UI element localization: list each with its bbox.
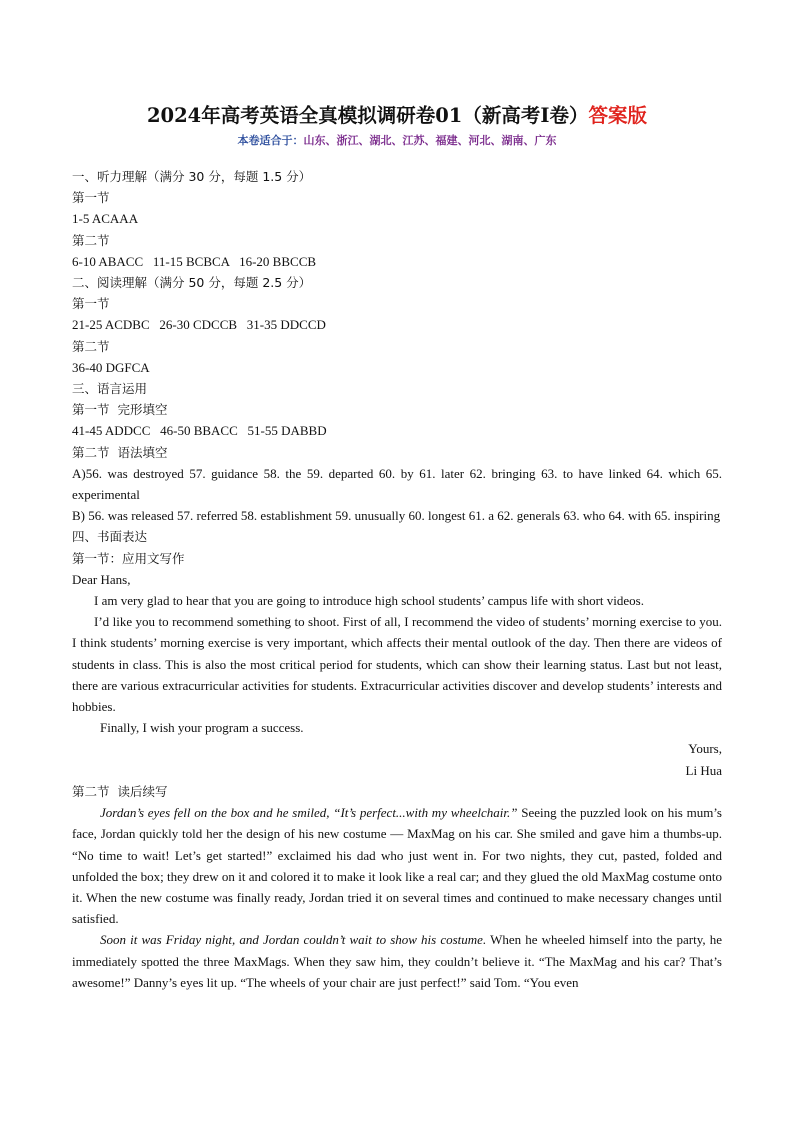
reading-part1-answers: 21-25 ACDBC 26-30 CDCCB 31-35 DDCCD <box>72 317 326 333</box>
listening-part1-label: 第一节 <box>72 190 110 206</box>
continuation-paragraph-1 <box>72 802 722 929</box>
letter-signature: Li Hua <box>685 762 722 778</box>
regions-label: 本卷适合于： <box>237 134 304 147</box>
section-heading-writing: 四、书面表达 <box>72 529 148 545</box>
section-heading-reading: 二、阅读理解（满分 50 分，每题 2.5 分） <box>72 275 312 291</box>
section-heading-listening: 一、听力理解（满分 30 分，每题 1.5 分） <box>72 169 312 184</box>
listening-part2-answers: 6-10 ABACC 11-15 BCBCA 16-20 BBCCB <box>72 253 317 269</box>
listening-part1-answers: 1-5 ACAAA <box>72 211 139 227</box>
title-main: 2024年高考英语全真模拟调研卷01（新高考I卷） <box>146 104 589 127</box>
continuation-paragraph-2 <box>72 929 722 993</box>
continuation-p2-text: When he wheeled himself into the party, he immediately spotted the three MaxMags. When they saw him, they couldn’t believe it. “The MaxMag and his car? That’s awesome!” Danny’s eyes lit up. “The wheels of your chair are just perfect!” said Tom. “You even <box>72 932 723 990</box>
answer-sheet-page <box>72 100 722 993</box>
listening-part2-label: 第二节 <box>72 232 110 248</box>
continuation-p1-text: Seeing the puzzled look on his mum’s face, Jordan quickly told her the design of his new costume — MaxMag on his car. She smiled and gave him a thumbs-up. “No time to wait! Let’s get started!” exclaimed his dad who just went in. For two nights, they cut, pasted, folded and unfolded the box; they drew on it and colored it to make it look like a real car; and they glued the old MaxMag costume onto it. When the new costume was finally ready, Jordan tried it on several times and continued to make necessary changes until satisfied. <box>72 805 722 927</box>
practical-writing-label: 第一节：应用文写作 <box>72 550 185 566</box>
letter-paragraph-2: I’d like you to recommend something to shoot. First of all, I recommend the video of students’ morning exercise to you. I think students’ morning exercise is very important, which affects their mental outlook of the day. Then there are videos of students in class. This is also the most critical period for students, which can show their learning status. Last but not least, there are various extracurricular activities for students. Extracurricular activities discover and develop students’ interests and hobbies. <box>72 614 722 715</box>
answer-body <box>72 166 722 993</box>
grammar-answers-a: A)56. was destroyed 57. guidance 58. the 59. departed 60. by 61. later 62. bringing 63. to have linked 64. which 65. experimental <box>72 465 722 503</box>
title-highlight: 答案版 <box>588 104 648 127</box>
reading-part2-answers: 36-40 DGFCA <box>72 359 150 375</box>
regions-list: 山东、浙江、湖北、江苏、福建、河北、湖南、广东 <box>303 134 557 147</box>
letter-closing: Yours, <box>688 741 722 757</box>
continuation-p2-opening: Soon it was Friday night, and Jordan couldn’t wait to show his costume. <box>100 932 487 948</box>
applicable-regions <box>72 132 722 150</box>
continuation-writing-label: 第二节 读后续写 <box>72 783 168 799</box>
grammar-fill-label: 第二节 语法填空 <box>72 444 168 460</box>
cloze-answers: 41-45 ADDCC 46-50 BBACC 51-55 DABBD <box>72 423 327 439</box>
section-heading-language-use: 三、语言运用 <box>72 381 148 397</box>
reading-part2-label: 第二节 <box>72 338 110 354</box>
cloze-label: 第一节 完形填空 <box>72 402 168 418</box>
letter-paragraph-3: Finally, I wish your program a success. <box>100 720 304 736</box>
reading-part1-label: 第一节 <box>72 296 110 312</box>
grammar-answers-b: B) 56. was released 57. referred 58. establishment 59. unusually 60. longest 61. a 62. generals 63. who 64. with 65. inspiring <box>72 508 721 524</box>
continuation-p1-opening: Jordan’s eyes fell on the box and he smiled, “It’s perfect...with my wheelchair.” <box>100 805 518 821</box>
letter-paragraph-1: I am very glad to hear that you are going to introduce high school students’ campus life with short videos. <box>94 593 644 609</box>
letter-greeting: Dear Hans, <box>72 571 131 587</box>
document-title <box>72 100 722 132</box>
